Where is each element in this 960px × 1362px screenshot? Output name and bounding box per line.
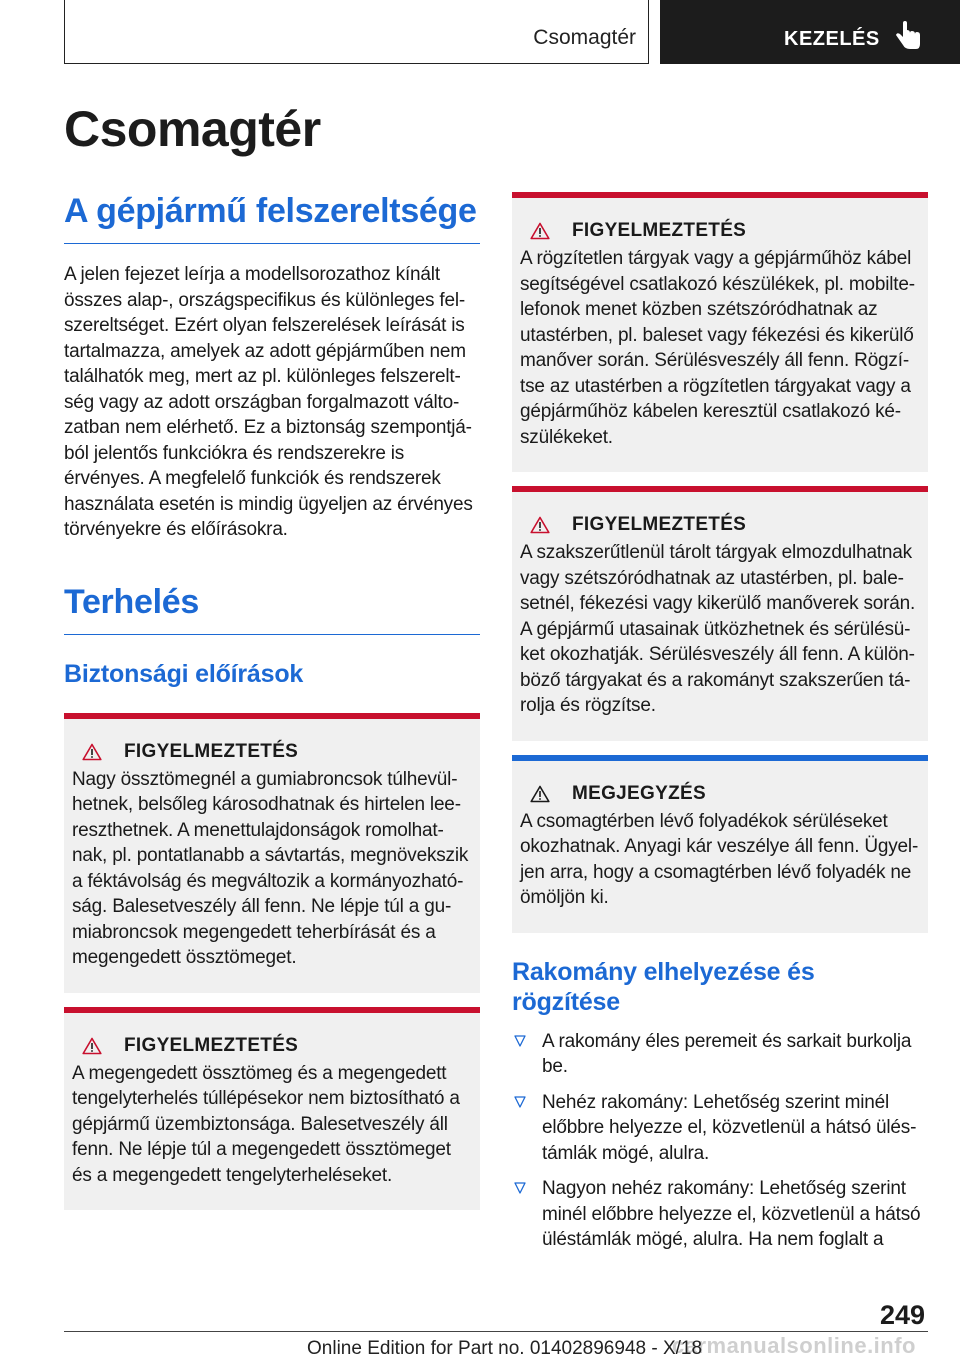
warning-text: A szakszerűtlenül tárolt tárgyak elmozdulhatnak vagy szétszóródhatnak az utastérben, pl. balesetnél, fékezési vagy kikerülő manőverek során. A gépjármű utasainak ütközhetnek és sérülésüket okozhatják. Sérülésveszély áll fenn. A különböző tárgyakat és a rakományt szakszerűen tárolja és rögzítse. [520,542,916,716]
warning-box-tires [64,713,480,993]
footer-rule [64,1331,928,1332]
warning-triangle-icon [530,785,550,803]
footer-edition: Online Edition for Part no. 01402896948 - X/18 [307,1338,703,1359]
bullet-triangle-icon [514,1182,526,1194]
list-item: Nagyon nehéz rakomány: Lehetőség szerint minél előbbre helyezze el, közvetlenül a hátsó üléstámlák mögé, alulra. Ha nem foglalt a [512,1176,928,1253]
warning-title: FIGYELMEZTETÉS [572,514,747,535]
bullet-triangle-icon [514,1096,526,1108]
heading-equipment: A gépjármű felszereltsége [64,192,480,244]
warning-box-improper-storage [512,486,928,741]
warning-box-axle-load [64,1007,480,1211]
header-chapter-title: KEZELÉS [784,28,880,50]
warning-triangle-icon [530,222,550,240]
warning-text: A rögzítetlen tárgyak vagy a gépjárműhöz kábel segítségével csatlakozó készülékek, pl. mobiltelefonok menet közben szétszóródhatnak az utastérben, pl. baleset vagy fékezési és kikerülő manőver során. Sérülésveszély áll fenn. Rögzítse az utastérben a rögzítetlen tárgyakat vagy a gépjárműhöz kábelen keresztül csatlakozó készülékeket. [520,248,916,448]
warning-text: Nagy össztömegnél a gumiabroncsok túlhevülhetnek, belsőleg károsodhatnak és hirtelen leereszthetnek. A menettulajdonságok romolhatnak, pl. pontatlanabb a sávtartás, megnövekszik a féktávolság és megváltozik a kormányozhatóság. Balesetveszély áll fenn. Ne lépje túl a gumiabroncsok megengedett teherbírását és a megengedett össztömeget. [72,768,469,968]
warning-title: FIGYELMEZTETÉS [124,1034,299,1056]
pointing-hand-icon [894,20,924,52]
header-chapter-tab [660,0,960,64]
warning-triangle-icon [82,1037,102,1055]
list-item: Nehéz rakomány: Lehetőség szerint minél előbbre helyezze el, közvetlenül a hátsó üléstámlák mögé, alulra. [512,1090,928,1167]
equipment-paragraph: A jelen fejezet leírja a modellsorozathoz kínált összes alap-, országspecifikus és különleges felszereltséget. Ezért olyan felszerelések leírását is tartalmazza, amelyek az adott gépjárműben nem találhatók meg, mert az pl. különleges felszereltség vagy az adott országban forgalmazott változatban nem elérhető. Ez a biztonság szempontjából jelentős funkciókra és rendszerekre is érvényes. A megfelelő funkciók és rendszerek használata esetén is mindig ügyeljen az érvényes törvényekre és előírásokra. [64,264,473,540]
warning-triangle-icon [82,743,102,761]
note-title: MEGJEGYZÉS [572,782,706,804]
page-title: Csomagtér [64,101,321,157]
bullet-triangle-icon [514,1035,526,1047]
warning-box-loose-objects [512,192,928,472]
header-section-title: Csomagtér [533,26,636,49]
warning-triangle-icon [530,516,550,534]
page-number: 249 [880,1300,926,1330]
stowing-list [512,1029,928,1253]
warning-title: FIGYELMEZTETÉS [572,220,747,241]
note-text: A csomagtérben lévő folyadékok sérüléseket okozhatnak. Anyagi kár veszélye áll fenn. Ügyeljen arra, hogy a csomagtérben lévő folyadék ne ömöljön ki. [520,810,919,908]
heading-stowing-cargo: Rakomány elhelyezése és rögzítése [512,957,815,1016]
right-column [512,192,928,1263]
watermark: carmanualsonline.info [672,1333,916,1358]
heading-safety-rules: Biztonsági előírások [64,659,304,688]
left-column [64,192,480,1210]
warning-text: A megengedett össztömeg és a megengedett tengelyterhelés túllépésekor nem biztosítható a gépjármű üzembiztonsága. Balesetveszély áll fenn. Ne lépje túl a megengedett össztömeget és a megengedett tengelyterheléseket. [72,1062,460,1186]
header-section-tab [64,0,649,64]
note-box-liquids [512,755,928,933]
warning-title: FIGYELMEZTETÉS [124,740,299,762]
heading-load: Terhelés [64,583,480,635]
list-item: A rakomány éles peremeit és sarkait burkolja be. [512,1029,928,1080]
